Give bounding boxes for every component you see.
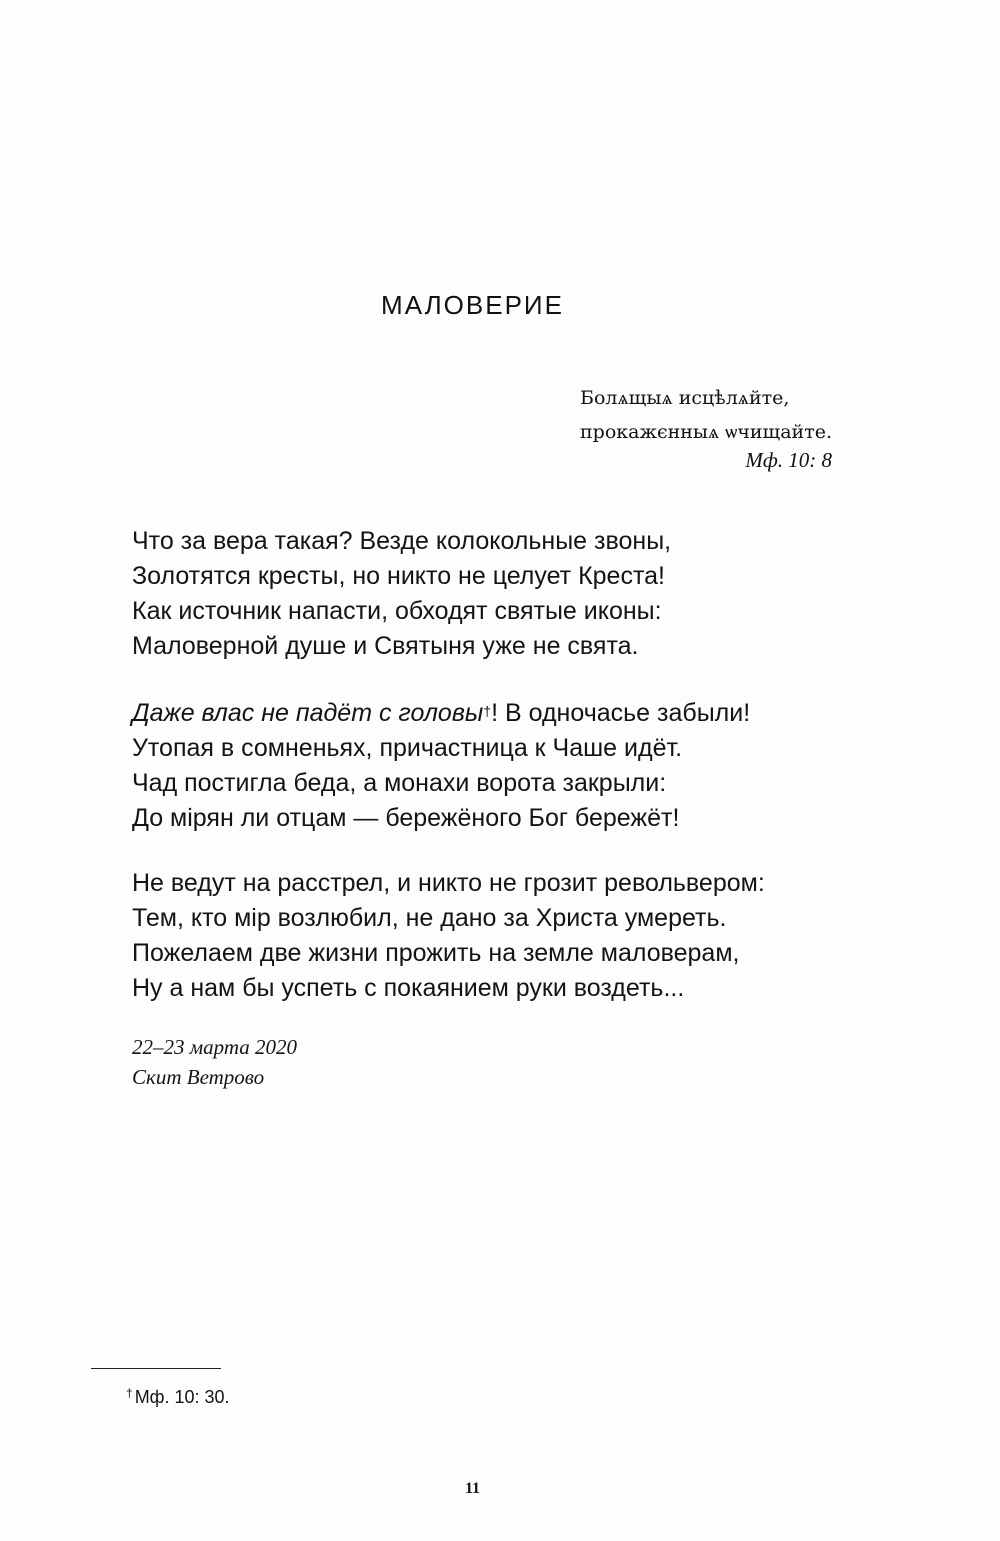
poem-title: МАЛОВЕРИЕ (381, 290, 564, 320)
verse-line-rest: ! В одночасье забыли! (491, 699, 751, 727)
verse-line: Чад постигла беда, а монахи ворота закрыли: (132, 769, 667, 797)
verse-line: Маловерной душе и Святыня уже не свята. (132, 632, 639, 660)
epigraph (580, 381, 832, 449)
verse-line: Тем, кто мір возлюбил, не дано за Христа умереть. (132, 904, 727, 932)
poem-date: 22–23 марта 2020 (132, 1035, 298, 1059)
verse-line: Что за вера такая? Везде колокольные звоны, (132, 527, 672, 555)
poem-place: Скит Ветрово (132, 1065, 265, 1089)
verse-line (132, 696, 750, 731)
verse-line: Как источник напасти, обходят святые иконы: (132, 597, 662, 625)
footnote (126, 1387, 230, 1408)
verse-line: Пожелаем две жизни прожить на земле маловерам, (132, 939, 740, 967)
footnote-divider (91, 1368, 221, 1369)
footnote-text: Мф. 10: 30. (134, 1387, 230, 1407)
footnote-marker: † (483, 703, 492, 719)
epigraph-line: прокажєнныѧ ѡчищайте. (580, 421, 832, 443)
verse-line: До мірян ли отцам — бережёного Бог бережёт! (132, 804, 680, 832)
verse-line: Не ведут на расстрел, и никто не грозит револьвером: (132, 869, 765, 897)
epigraph-reference: Мф. 10: 8 (745, 448, 832, 472)
stanza-2 (132, 696, 750, 836)
stanza-1 (132, 524, 671, 664)
verse-line: Ну а нам бы успеть с покаянием руки воздеть... (132, 974, 685, 1002)
page-number: 11 (464, 1480, 481, 1497)
verse-line: Утопая в сомненьях, причастница к Чаше идёт. (132, 734, 683, 762)
stanza-3 (132, 866, 765, 1006)
scripture-quote: Даже влас не падёт с головы (132, 699, 484, 727)
footnote-mark: † (126, 1386, 133, 1400)
epigraph-line: Болѧщыѧ исцѣлѧйте, (580, 387, 790, 409)
dateline (132, 1032, 297, 1092)
verse-line: Золотятся кресты, но никто не целует Креста! (132, 562, 665, 590)
